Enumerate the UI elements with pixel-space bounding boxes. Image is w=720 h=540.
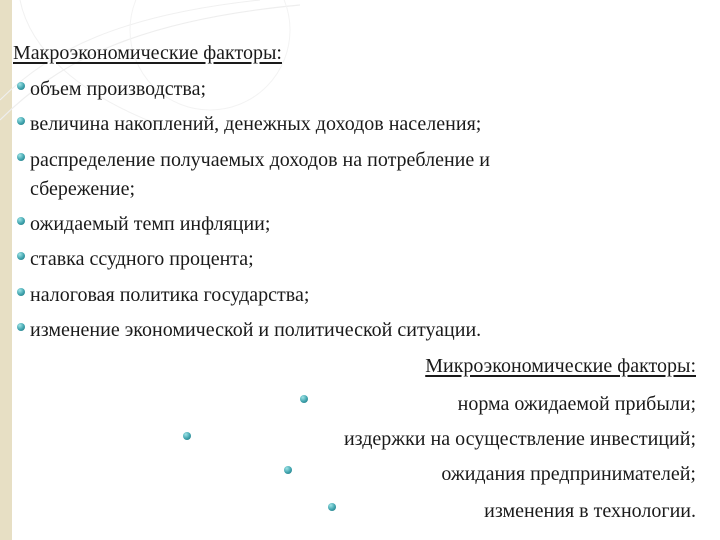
bullet-icon <box>17 217 25 225</box>
micro-heading: Микроэкономические факторы: <box>425 355 696 377</box>
macro-item: величина накоплений, денежных доходов населения; <box>30 113 482 135</box>
macro-item: ставка ссудного процента; <box>30 248 254 270</box>
corner-swirl-decoration <box>0 0 300 130</box>
macro-item-continuation: сбережение; <box>30 178 136 200</box>
bullet-icon <box>17 252 25 260</box>
bullet-icon <box>17 288 25 296</box>
micro-item: ожидания предпринимателей; <box>441 463 696 485</box>
bullet-icon <box>17 323 25 331</box>
bullet-icon <box>328 503 336 511</box>
macro-item: налоговая политика государства; <box>30 284 310 306</box>
bullet-icon <box>183 432 191 440</box>
bullet-icon <box>17 117 25 125</box>
bullet-icon <box>300 395 308 403</box>
micro-item: издержки на осуществление инвестиций; <box>343 428 696 450</box>
bullet-icon <box>17 82 25 90</box>
macro-item: распределение получаемых доходов на потребление и <box>30 149 490 171</box>
bullet-icon <box>284 466 292 474</box>
bullet-icon <box>17 153 25 161</box>
macro-item: объем производства; <box>30 78 206 100</box>
macro-heading: Макроэкономические факторы: <box>13 42 282 64</box>
micro-item: изменения в технологии. <box>484 500 696 522</box>
micro-item: норма ожидаемой прибыли; <box>457 393 696 415</box>
macro-item: изменение экономической и политической ситуации. <box>30 319 482 341</box>
macro-item: ожидаемый темп инфляции; <box>30 213 271 235</box>
